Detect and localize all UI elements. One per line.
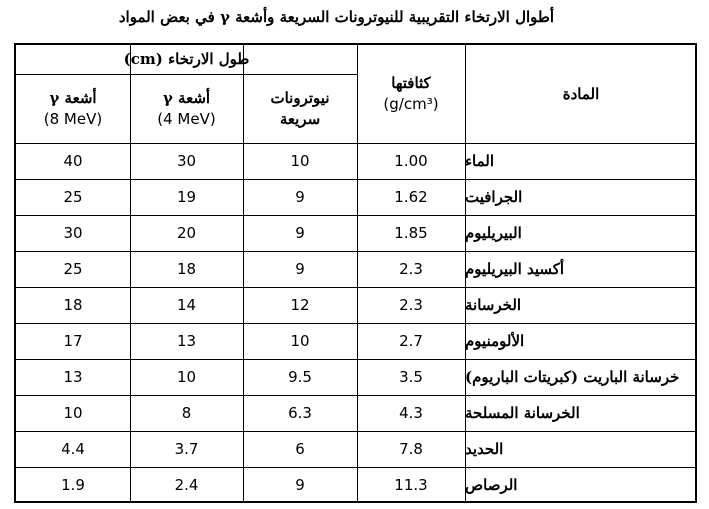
table-caption: أطوال الارتخاء التقريبية للنيوترونات السريعة وأشعة γ في بعض المواد [118,8,554,26]
gamma-8mev-header-label: أشعة γ [49,88,97,107]
gamma-4mev-header-energy: (4 MeV) [157,109,216,128]
fast-neutrons-cell: 9 [295,187,305,206]
gamma-8mev-cell: 40 [63,151,83,170]
material-cell: الماء [465,151,495,170]
fast-neutrons-cell: 6.3 [288,403,312,422]
fast-neutrons-header-line2: سريعة [279,109,321,128]
density-cell: 7.8 [399,439,423,458]
fast-neutrons-cell: 9 [295,223,305,242]
fast-neutrons-header-line1: نيوترونات [270,88,330,107]
material-cell: الحديد [465,439,504,458]
gamma-8mev-cell: 4.4 [61,439,85,458]
gamma-8mev-cell: 13 [63,367,83,386]
gamma-4mev-cell: 20 [176,223,197,242]
material-cell: الرصاص [465,475,518,494]
material-cell: الخرسانة [465,295,522,314]
density-cell: 1.62 [394,187,428,206]
gamma-4mev-cell: 18 [176,259,197,278]
density-cell: 1.85 [394,223,428,242]
fast-neutrons-cell: 10 [290,151,310,170]
gamma-8mev-header-energy: (8 MeV) [43,109,103,128]
gamma-4mev-cell: 3.7 [174,439,199,458]
gamma-4mev-header-label: أشعة γ [162,88,211,107]
fast-neutrons-header [243,74,357,143]
fast-neutrons-cell: 9 [295,259,305,278]
density-cell: 3.5 [399,367,423,386]
material-cell: أكسيد البيريليوم [465,259,565,278]
gamma-4mev-cell: 2.4 [174,475,199,494]
density-cell: 2.3 [399,259,423,278]
gamma-4mev-header [130,74,243,143]
gamma-4mev-cell: 14 [176,295,197,314]
gamma-8mev-cell: 25 [63,187,83,206]
fast-neutrons-cell: 12 [290,295,310,314]
data-table [14,43,697,503]
density-cell: 11.3 [394,475,428,494]
fast-neutrons-cell: 9.5 [288,367,312,386]
material-header: المادة [562,84,600,103]
material-cell: البيريليوم [465,223,522,242]
fast-neutrons-cell: 10 [290,331,310,350]
gamma-4mev-cell: 10 [176,367,197,386]
density-header-label: كثافتها [391,74,431,92]
density-cell: 1.00 [394,151,428,170]
gamma-4mev-cell: 8 [181,403,192,422]
relaxation-length-header: طول الارتخاء (cm) [123,50,250,68]
gamma-4mev-cell: 30 [176,151,197,170]
density-cell: 4.3 [399,403,423,422]
gamma-8mev-cell: 18 [63,295,83,314]
density-header-unit: (g/cm³) [383,95,439,113]
gamma-8mev-cell: 17 [63,331,83,350]
material-cell: الألومنيوم [465,331,525,350]
gamma-4mev-cell: 13 [176,331,197,350]
gamma-8mev-header [16,74,130,143]
gamma-8mev-cell: 25 [63,259,83,278]
density-header [357,45,465,143]
material-cell: خرسانة الباريت (كبريتات الباريوم) [465,367,680,386]
gamma-8mev-cell: 10 [63,403,83,422]
density-cell: 2.7 [399,331,423,350]
gamma-8mev-cell: 30 [63,223,83,242]
density-cell: 2.3 [399,295,423,314]
material-cell: الخرسانة المسلحة [465,403,580,422]
gamma-4mev-cell: 19 [176,187,197,206]
gamma-8mev-cell: 1.9 [61,475,85,494]
fast-neutrons-cell: 6 [295,439,305,458]
material-cell: الجرافيت [465,187,523,206]
fast-neutrons-cell: 9 [295,475,305,494]
